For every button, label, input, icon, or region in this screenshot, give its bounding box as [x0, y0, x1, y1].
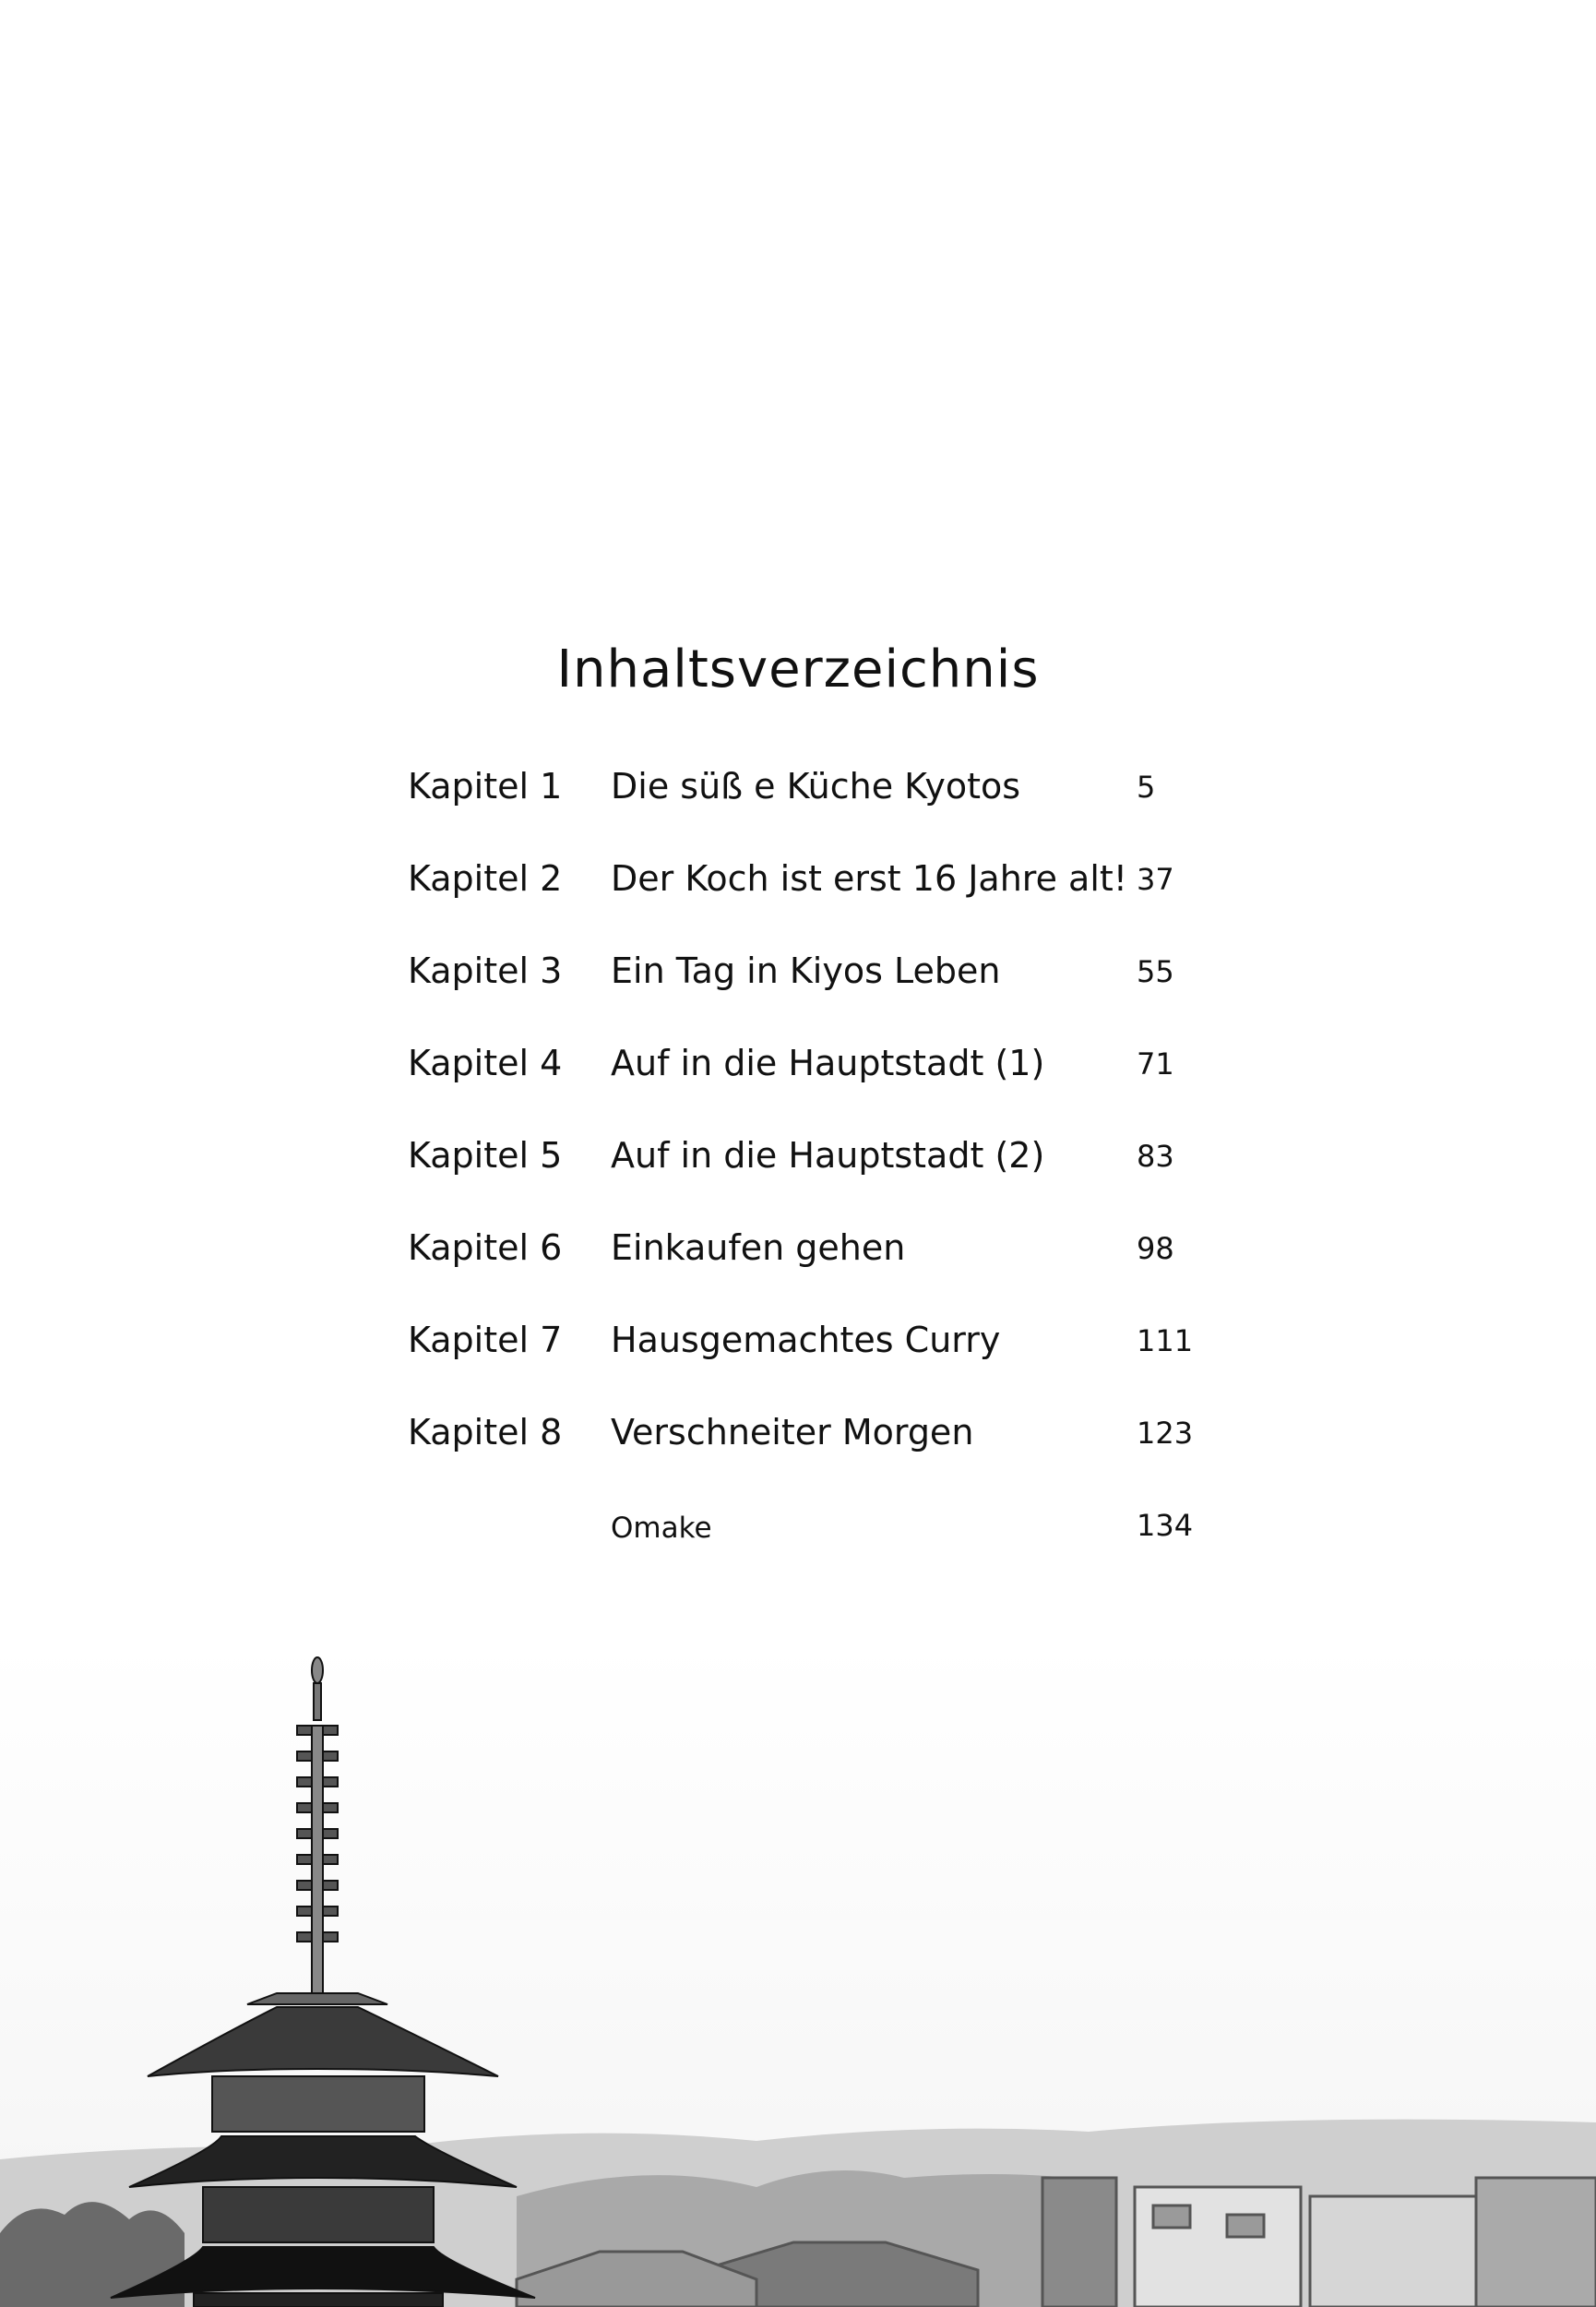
page-number: 98	[1137, 1231, 1174, 1266]
kyoto-skyline-illustration	[0, 1643, 1596, 2307]
chapter-title: Auf in die Hauptstadt (2)	[611, 1135, 1045, 1176]
toc-entry	[408, 1412, 1238, 1467]
toc-entry-omake	[408, 1504, 1238, 1560]
chapter-title: Auf in die Hauptstadt (1)	[611, 1043, 1045, 1083]
page-number: 37	[1137, 862, 1174, 897]
toc-entry	[408, 1227, 1238, 1283]
toc-entry	[408, 1320, 1238, 1375]
toc-entry	[408, 1043, 1238, 1098]
toc-entry	[408, 858, 1238, 914]
chapter-number: Kapitel 6	[408, 1227, 563, 1268]
chapter-title: Verschneiter Morgen	[611, 1412, 974, 1452]
chapter-number: Kapitel 3	[408, 950, 563, 991]
chapter-title: Einkaufen gehen	[611, 1227, 906, 1268]
page-number: 55	[1137, 954, 1174, 989]
toc-entry	[408, 1135, 1238, 1190]
chapter-number: Kapitel 1	[408, 766, 563, 807]
chapter-number: Kapitel 2	[408, 858, 563, 899]
page-number: 134	[1137, 1508, 1194, 1543]
page-number: 71	[1137, 1046, 1174, 1082]
chapter-number: Kapitel 8	[408, 1412, 563, 1452]
toc-entry	[408, 766, 1238, 821]
page-number: 83	[1137, 1139, 1174, 1174]
chapter-title: Der Koch ist erst 16 Jahre alt!	[611, 858, 1128, 899]
chapter-title: Die süß e Küche Kyotos	[611, 766, 1021, 807]
page-number: 111	[1137, 1323, 1194, 1358]
chapter-title: Ein Tag in Kiyos Leben	[611, 950, 1001, 991]
chapter-number: Kapitel 4	[408, 1043, 563, 1083]
chapter-number: Kapitel 5	[408, 1135, 563, 1176]
page-number: 123	[1137, 1416, 1194, 1451]
page-title: Inhaltsverzeichnis	[556, 639, 1040, 699]
chapter-title: Hausgemachtes Curry	[611, 1320, 1001, 1360]
extra-title: Omake	[611, 1512, 712, 1545]
toc-entry	[408, 950, 1238, 1006]
chapter-number: Kapitel 7	[408, 1320, 563, 1360]
page-number: 5	[1137, 770, 1156, 805]
